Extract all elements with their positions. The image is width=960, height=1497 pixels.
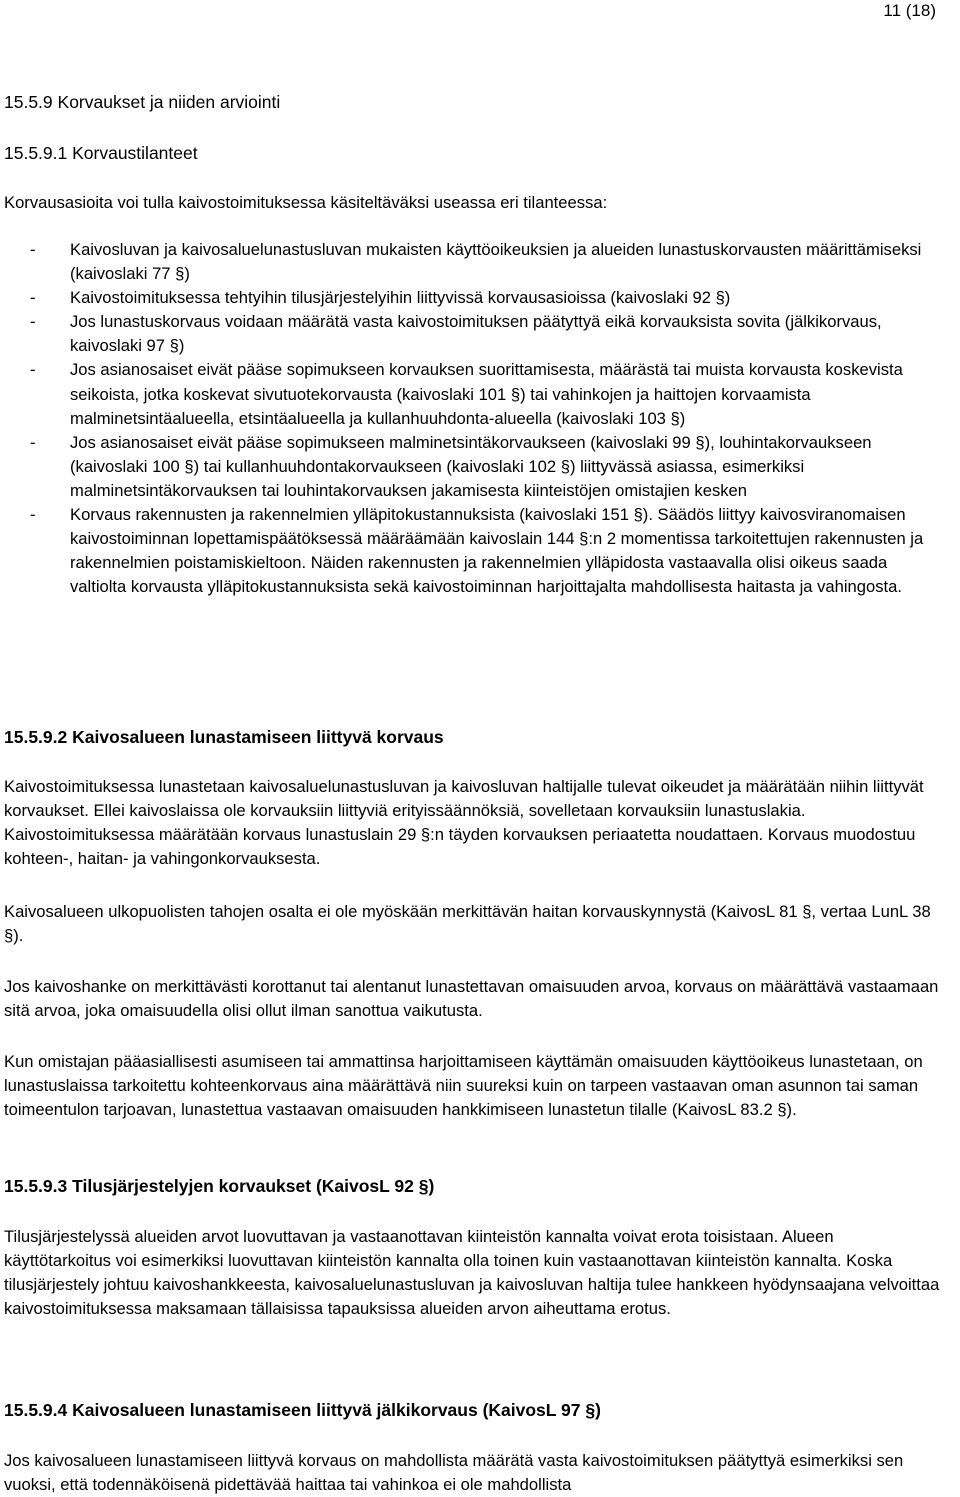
section4-paragraph: Jos kaivosalueen lunastamiseen liittyvä korvaus on mahdollista määrätä vasta kaivostoimituksen päätyttyä esimerkiksi sen vuoksi, että todennäköisenä pidettävää haittaa tai vahinkoa ei ole mahdollista <box>4 1451 904 1495</box>
intro-paragraph: Korvausasioita voi tulla kaivostoimituksessa käsiteltäväksi useassa eri tilanteessa: <box>4 193 608 212</box>
list-bullet: - <box>30 432 36 452</box>
list-item-text: Jos asianosaiset eivät pääse sopimukseen korvauksen suorittamisesta, määrästä tai muista korvausta koskevista seikoista, jotka koskevat sivutuotekorvausta (kaivoslaki 101 §) tai vahinkojen ja haittojen korvaamista malminetsintäalueella, etsintäalueella ja kullanhuuhdonta-alueella (kaivoslaki 103 §) <box>70 360 903 428</box>
section-heading-15-5-9-4: 15.5.9.4 Kaivosalueen lunastamiseen liittyvä jälkikorvaus (KaivosL 97 §) <box>4 1400 601 1420</box>
list-item-text: Jos lunastuskorvaus voidaan määrätä vasta kaivostoimituksen päätyttyä eikä korvauksista sovita (jälkikorvaus, kaivoslaki 97 §) <box>70 312 882 356</box>
list-item <box>4 310 944 358</box>
list-item-text: Kaivostoimituksessa tehtyihin tilusjärjestelyihin liittyvissä korvausasioissa (kaivoslaki 92 §) <box>70 288 731 308</box>
list-bullet: - <box>30 312 36 332</box>
compensation-situations-list <box>4 238 944 599</box>
list-item <box>4 358 944 430</box>
list-item <box>4 503 944 599</box>
section-heading-15-5-9-3: 15.5.9.3 Tilusjärjestelyjen korvaukset (KaivosL 92 §) <box>4 1176 435 1196</box>
list-item <box>4 286 944 310</box>
list-bullet: - <box>30 288 36 308</box>
list-item-text: Jos asianosaiset eivät pääse sopimukseen malminetsintäkorvaukseen (kaivoslaki 99 §), louhintakorvaukseen (kaivoslaki 100 §) tai kullanhuuhdontakorvaukseen (kaivoslaki 102 §) liittyvässä asiassa, esimerkiksi malminetsintäkorvauksen tai louhintakorvauksen jakamisesta kiinteistöjen omistajien kesken <box>70 432 872 500</box>
list-item <box>4 238 944 286</box>
section-heading-15-5-9: 15.5.9 Korvaukset ja niiden arviointi <box>4 92 281 112</box>
section3-paragraph: Tilusjärjestelyssä alueiden arvot luovuttavan ja vastaanottavan kiinteistön kannalta voivat erota toisistaan. Alueen käyttötarkoitus voi esimerkiksi luovuttavan kiinteistön kannalta olla toinen kuin vastaanottavan kiinteistön kannalta. Koska tilusjärjestely johtuu kaivoshankkeesta, kaivosaluelunastusluvan ja kaivosluvan haltija tulee hankkeen hyödynsaajana velvoittaa kaivostoimituksessa maksamaan tällaisissa tapauksissa alueiden arvon aiheuttama erotus. <box>4 1227 940 1319</box>
section2-paragraph-3: Jos kaivoshanke on merkittävästi korottanut tai alentanut lunastettavan omaisuuden arvoa, korvaus on määrättävä vastaamaan sitä arvoa, joka omaisuudella olisi ollut ilman sanottua vaikutusta. <box>4 977 939 1021</box>
section2-paragraph-2: Kaivosalueen ulkopuolisten tahojen osalta ei ole myöskään merkittävän haitan korvauskynnystä (KaivosL 81 §, vertaa LunL 38 §). <box>4 902 931 946</box>
section-heading-15-5-9-1: 15.5.9.1 Korvaustilanteet <box>4 143 198 163</box>
section2-paragraph-1: Kaivostoimituksessa lunastetaan kaivosaluelunastusluvan ja kaivosluvan haltijalle tulevat oikeudet ja määrätään niihin liittyvät korvaukset. Ellei kaivoslaissa ole korvauksiin liittyviä erityissäännöksiä, sovelletaan korvauksiin lunastuslakia. Kaivostoimituksessa määrätään korvaus lunastuslain 29 §:n täyden korvauksen periaatetta noudattaen. Korvaus muodostuu kohteen-, haitan- ja vahingonkorvauksesta. <box>4 777 924 869</box>
section2-paragraph-4: Kun omistajan pääasiallisesti asumiseen tai ammattinsa harjoittamiseen käyttämän omaisuuden käyttöoikeus lunastetaan, on lunastuslaissa tarkoitettu kohteenkorvaus aina määrättävä niin suureksi kuin on tarpeen vastaavan oman asunnon tai saman toimeentulon tarjoavan, lunastettua vastaavan omaisuuden hankkimiseen lunastetun tilalle (KaivosL 83.2 §). <box>4 1052 923 1120</box>
list-item <box>4 431 944 503</box>
list-bullet: - <box>30 360 36 380</box>
list-item-text: Korvaus rakennusten ja rakennelmien ylläpitokustannuksista (kaivoslaki 151 §). Säädös liittyy kaivosviranomaisen kaivostoiminnan lopettamispäätöksessä määräämään kaivoslain 144 §:n 2 momentissa tarkoitettujen rakennusten ja rakennelmien poistamiskieltoon. Näiden rakennusten ja rakennelmien ylläpidosta vastaavalla olisi oikeus saada valtiolta korvausta ylläpitokustannuksista sekä kaivostoiminnan harjoittajalta mahdollisesta haitasta ja vahingosta. <box>70 505 924 597</box>
section-heading-15-5-9-2: 15.5.9.2 Kaivosalueen lunastamiseen liittyvä korvaus <box>4 727 444 747</box>
list-item-text: Kaivosluvan ja kaivosaluelunastusluvan mukaisten käyttöoikeuksien ja alueiden lunastuskorvausten määrittämiseksi (kaivoslaki 77 §) <box>70 240 922 284</box>
list-bullet: - <box>30 505 36 525</box>
list-bullet: - <box>30 240 36 259</box>
page-number: 11 (18) <box>883 1 936 20</box>
